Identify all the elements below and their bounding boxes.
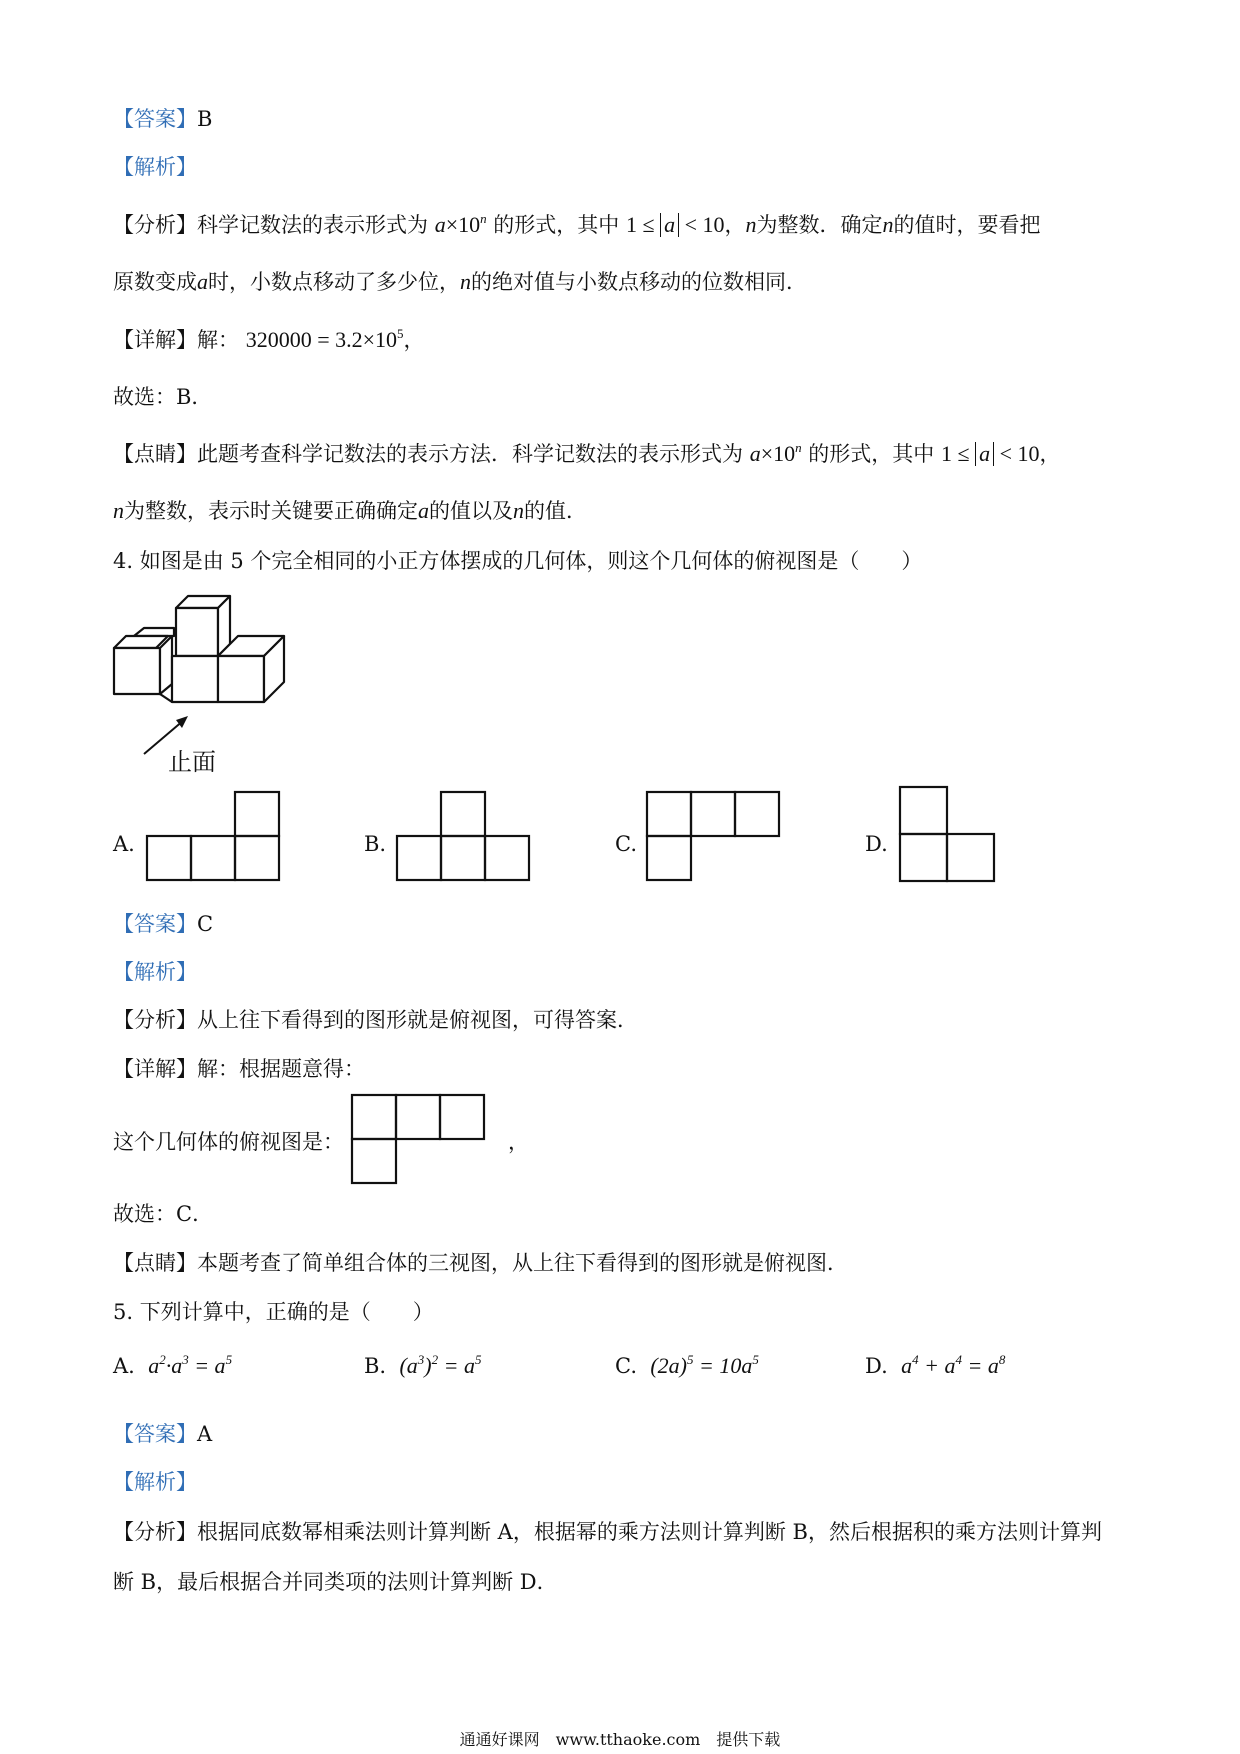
q4-jiexi: 【解析】 [113, 960, 197, 984]
page-footer: 通通好课网 www.tthaoke.com 提供下载 [459, 1730, 781, 1749]
q4-option-b-figure [395, 790, 535, 890]
q4-solid-figure [110, 580, 310, 720]
q4-option-c-label: C. [615, 832, 637, 856]
q4-fenxi: 【分析】从上往下看得到的图形就是俯视图，可得答案． [113, 1008, 638, 1032]
q4-option-a-figure [145, 790, 285, 890]
q4-stem: 4. 如图是由 5 个完全相同的小正方体摆成的几何体，则这个几何体的俯视图是（ ） [113, 549, 923, 573]
q5-option-d: D. $a^4 + a^4 = a^8$ [865, 1352, 1006, 1378]
q4-view-comma: ， [508, 1130, 529, 1154]
q5-option-b: B. $(a^3)^2 = a^5$ [364, 1352, 482, 1378]
q5-stem: 5. 下列计算中，正确的是（ ） [113, 1300, 434, 1324]
q4-xiangjie: 【详解】解：根据题意得： [113, 1057, 365, 1081]
q4-option-c-figure [645, 790, 785, 890]
q4-view-line: 这个几何体的俯视图是： [113, 1130, 344, 1154]
q5-jiexi: 【解析】 [113, 1470, 197, 1494]
q3-fenxi-line2: 原数变成a时，小数点移动了多少位，n的绝对值与小数点移动的位数相同． [113, 269, 807, 294]
q5-answer: 【答案】A [113, 1422, 213, 1446]
q4-option-b-label: B. [364, 832, 387, 856]
q4-dianjing: 【点睛】本题考查了简单组合体的三视图，从上往下看得到的图形就是俯视图． [113, 1251, 848, 1275]
q5-option-c: C. $(2a)^5 = 10a^5$ [615, 1352, 759, 1378]
q3-xiangjie: 【详解】解： $320000 = 3.2\times 10^5$， [113, 326, 425, 352]
q3-fenxi-line1: 【分析】科学记数法的表示形式为 $a\times 10^n$ 的形式，其中 1 ≤ a < 10，n为整数．确定n的值时，要看把 [113, 211, 1041, 237]
q4-top-view-figure [350, 1093, 490, 1193]
q3-answer: 【答案】B [113, 107, 213, 131]
q3-dianjing-line1: 【点睛】此题考查科学记数法的表示方法．科学记数法的表示形式为 $a\times 10^n$ 的形式，其中 1 ≤ a < 10， [113, 440, 1061, 466]
q5-fenxi-line1: 【分析】根据同底数幂相乘法则计算判断 A，根据幂的乘方法则计算判断 B，然后根据积的乘方法则计算判 [113, 1520, 1102, 1544]
q3-guxuan: 故选：B． [113, 385, 213, 409]
q5-option-a: A. $a^2\cdot a^3 = a^5$ [113, 1352, 233, 1378]
q4-front-label: 止面 [168, 748, 216, 776]
q4-answer: 【答案】C [113, 912, 214, 936]
q3-dianjing-line2: n为整数，表示时关键要正确确定a的值以及n的值． [113, 498, 587, 523]
q3-jiexi: 【解析】 [113, 155, 197, 179]
q5-fenxi-line2: 断 B，最后根据合并同类项的法则计算判断 D． [113, 1570, 558, 1594]
q4-option-a-label: A. [113, 832, 135, 856]
q4-option-d-label: D. [865, 832, 888, 856]
q4-option-d-figure [898, 785, 1008, 885]
q4-guxuan: 故选：C． [113, 1202, 214, 1226]
